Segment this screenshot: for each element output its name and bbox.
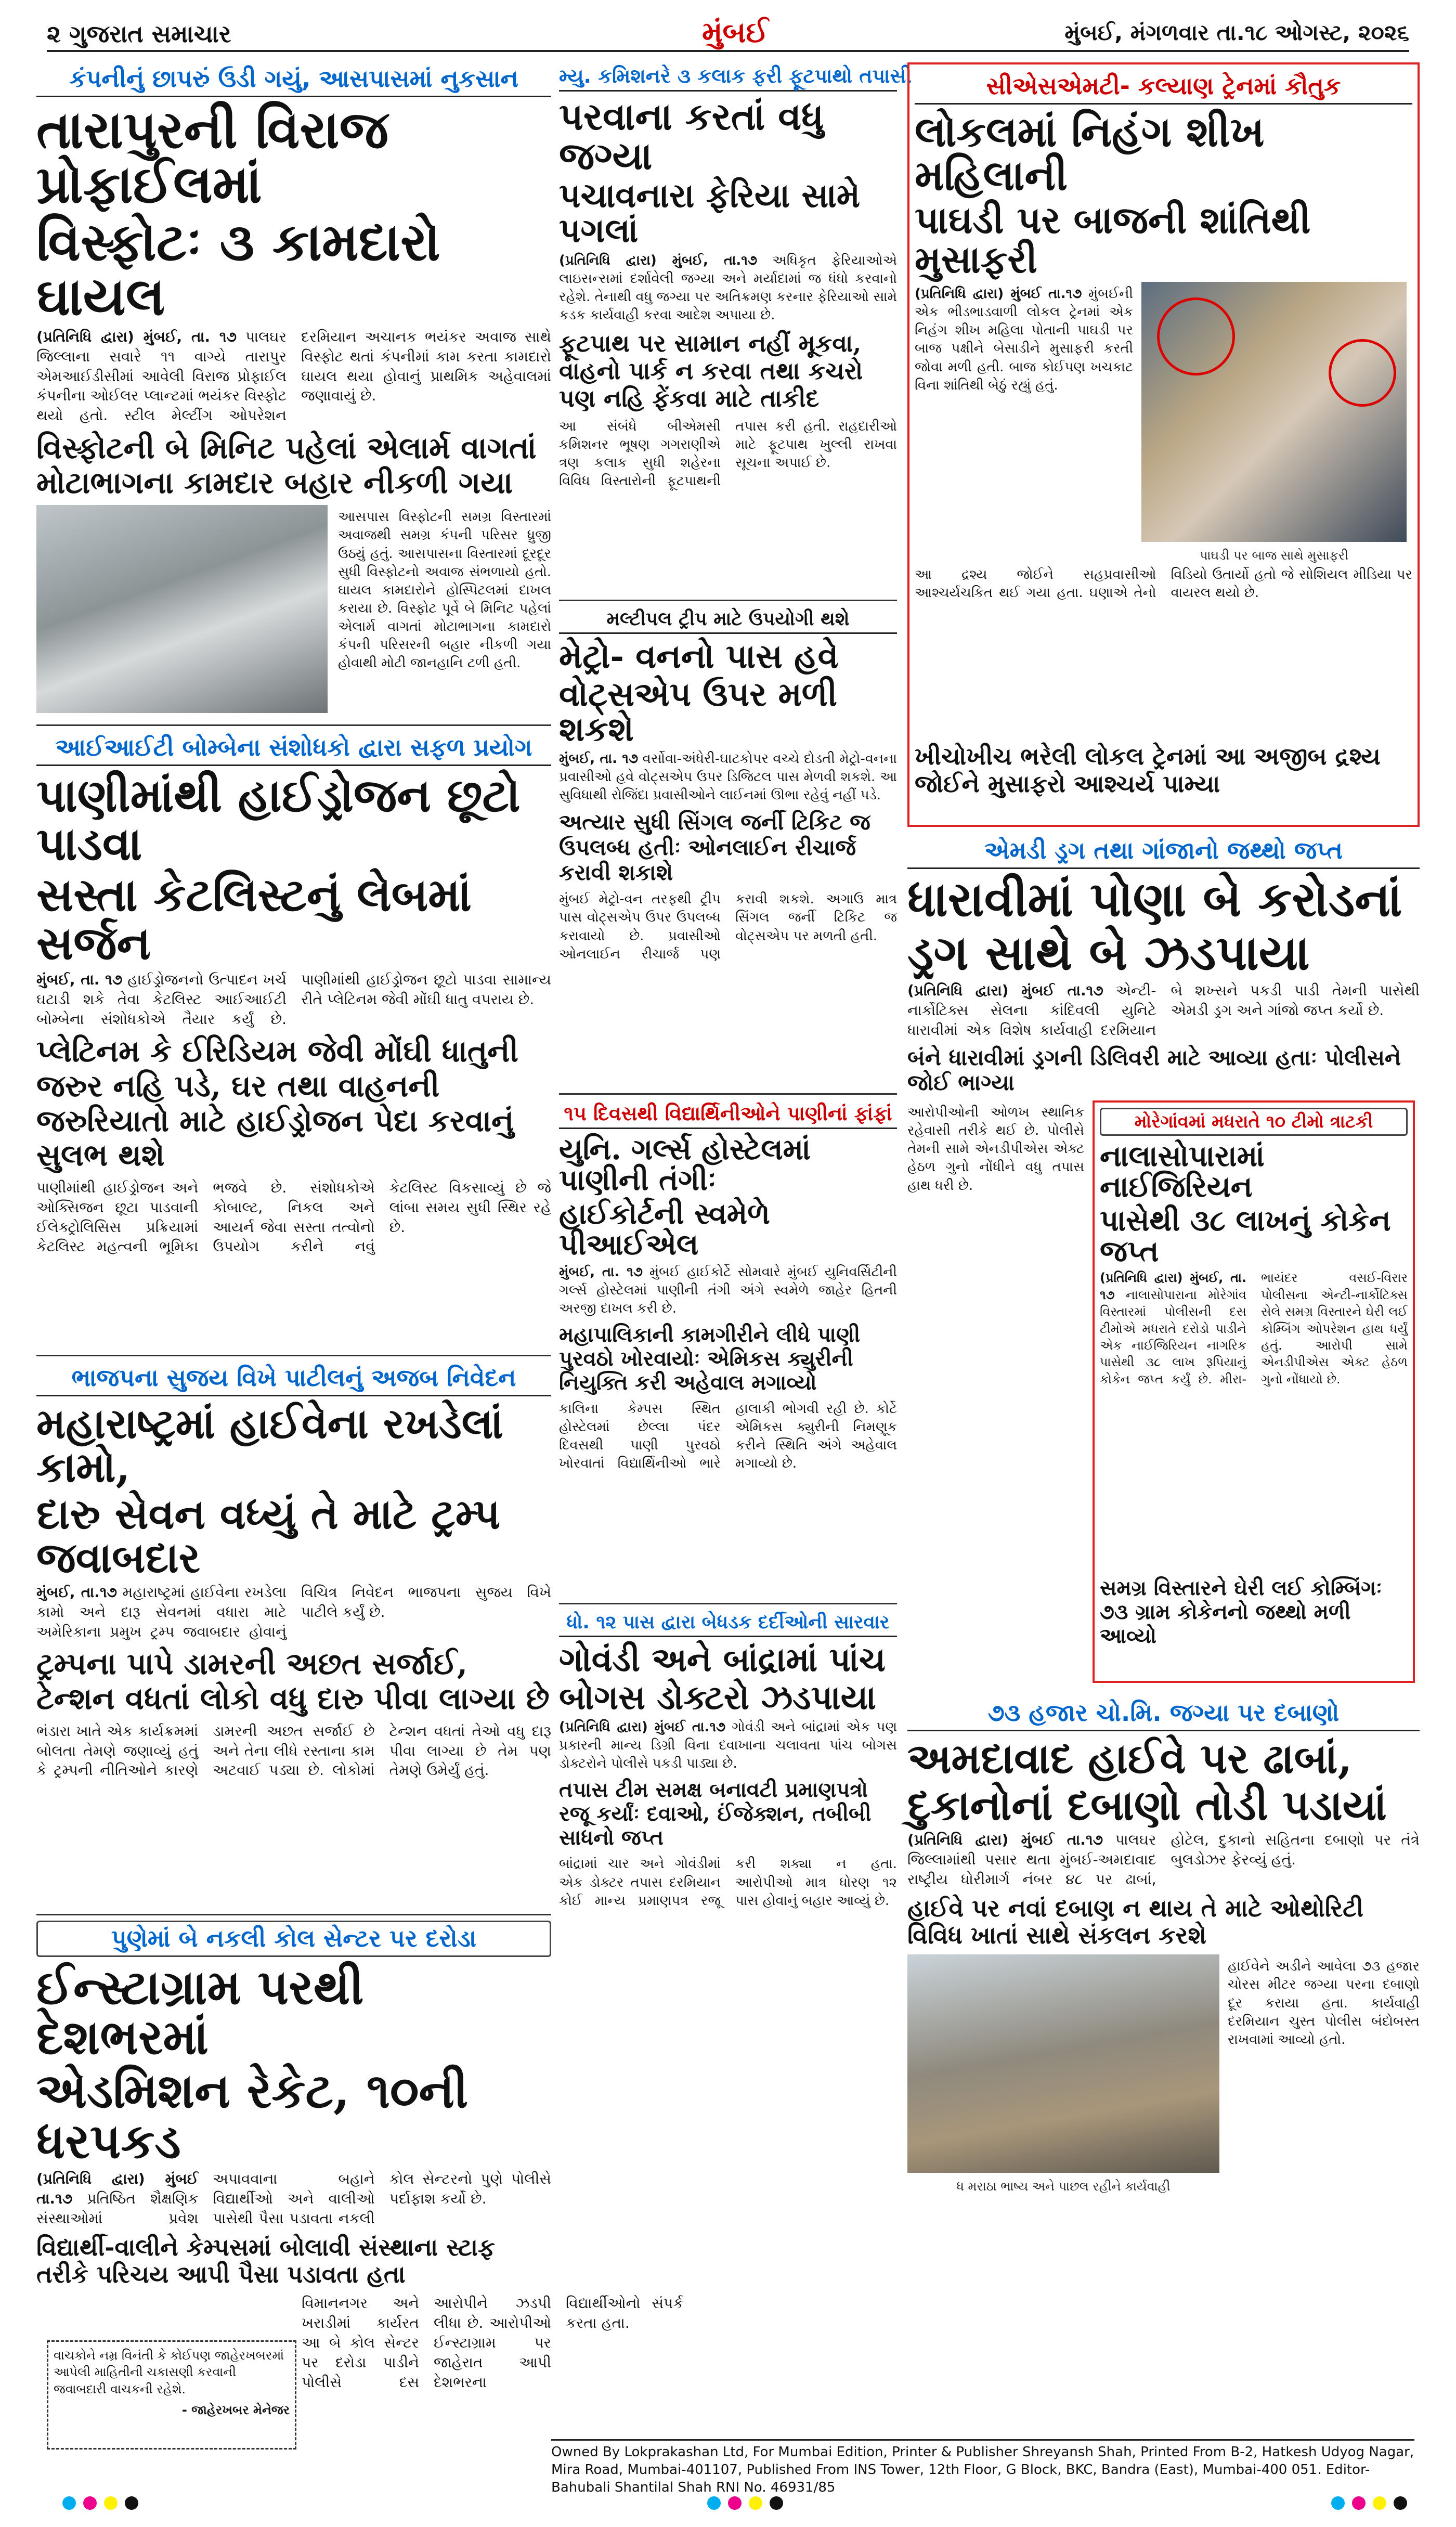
- right-column: [907, 62, 1420, 2434]
- kicker: સીએસએમટી- કલ્યાણ ટ્રેનમાં કૌતુક: [915, 70, 1412, 105]
- body-text: આ દ્રશ્ય જોઈને સહપ્રવાસીઓ આશ્ચર્યચકિત થઈ ગયા હતા. ઘણાએ તેનો વિડિયો ઉતાર્યો હતો જે સોશિયલ મીડિયા પર વાયરલ થયો છે.: [915, 567, 1412, 601]
- kicker: ૭૩ હજાર ચો.મિ. જગ્યા પર દબાણો: [907, 1696, 1420, 1731]
- photo-caption: પાઘડી પર બાજ સાથે મુસાફરી: [1200, 548, 1348, 563]
- byline: મુંબઈ, તા. ૧૭: [36, 970, 123, 988]
- black-dot: [125, 2496, 138, 2510]
- subheadline: સમગ્ર વિસ્તારને ઘેરી લઈ કોમ્બિંગઃ ૭૩ ગ્રામ કોકેનનો જથ્થો મળી આવ્યો: [1100, 1576, 1382, 1649]
- byline: (પ્રતિનિધિ દ્વારા) મુંબઈ, તા.૧૭: [559, 252, 758, 268]
- body-text: મુંબઈ હાઈકોર્ટે સોમવારે મુંબઈ યુનિવર્સિટીની ગર્લ્સ હોસ્ટેલમાં પાણીની તંગી અંગે સ્વમેળે જાહેર હિતની અરજી દાખલ કરી છે.: [559, 1264, 897, 1316]
- byline: (પ્રતિનિધિ દ્વારા) મુંબઈ તા.૧૭: [36, 2170, 199, 2207]
- byline: (પ્રતિનિધિ દ્વારા) મુંબઈ, તા. ૧૭: [36, 328, 237, 345]
- story-patil: [36, 1362, 551, 1909]
- headline: યુનિ. ગર્લ્સ હોસ્ટેલમાં પાણીની તંગીઃ: [559, 1132, 811, 1198]
- headline: ઈન્સ્ટાગ્રામ પરથી દેશભરમાં: [36, 1959, 364, 2066]
- body-text: અધિકૃત ફેરિયાઓએ લાઇસન્સમાં દર્શાવેલી જગ્યા અને મર્યાદામાં જ ધંધો કરવાનો રહેશે. તેનાથી વધુ જગ્યા પર અતિક્રમણ કરનાર ફેરિયાઓ સામે કડક કાર્યવાહી કરવા આદેશ અપાયા છે.: [559, 252, 898, 323]
- magenta-dot: [728, 2496, 742, 2510]
- notice-text: વાચકોને નમ્ર વિનંતી કે કોઈપણ જાહેરખબરમાં આપેલી માહિતીની ચકાસણી કરવાની જવાબદારી વાચકની રહેશે.: [54, 2348, 284, 2396]
- headline: વોટ્સએપ ઉપર મળી શકશે: [559, 675, 837, 749]
- cyan-dot: [1331, 2496, 1345, 2510]
- photo-bulldozer-demolition: [907, 1954, 1219, 2173]
- story-iit: [36, 731, 551, 1350]
- body-text: નાલાસોપારાના મોરેગાંવ વિસ્તારમાં પોલીસની દસ ટીમોએ મધરાતે દરોડો પાડીને એક નાઈજિરિયન નાગરિક પાસેથી ૩૮ લાખ રૂપિયાનું કોકેન જપ્ત કર્યું છે.: [1100, 1287, 1246, 1386]
- headline: એડમિશન રેકેટ, ૧૦ની ધરપકડ: [36, 2063, 469, 2169]
- story-doctors: [559, 1610, 897, 2043]
- yellow-dot: [749, 2496, 762, 2510]
- headline: મહારાષ્ટ્રમાં હાઈવેના રખડેલાં કામો,: [36, 1399, 503, 1492]
- body-text: પાણીમાંથી હાઈડ્રોજન અને ઓક્સિજન છૂટા પાડવાની ઈલેક્ટ્રોલિસિસ પ્રક્રિયામાં કેટલિસ્ટ મહત્વની ભૂમિકા ભજવે છે. સંશોધકોએ કોબાલ્ટ, નિકલ અને આયર્ન જેવા સસ્તા તત્વોનો ઉપયોગ કરીને નવું કેટલિસ્ટ વિકસાવ્યું છે જે લાંબા સમય સુધી સ્થિર રહે છે.: [36, 1179, 551, 1255]
- kicker: પુણેમાં બે નકલી કોલ સેન્ટર પર દરોડા: [36, 1921, 551, 1957]
- headline: તારાપુરની વિરાજ પ્રોફાઈલમાં: [36, 99, 389, 215]
- kicker: મ્યુ. કમિશનરે ૩ કલાક ફરી ફૂટપાથો તપાસી: [559, 62, 897, 92]
- magenta-dot: [1352, 2496, 1366, 2510]
- subheadline: ખીચોખીચ ભરેલી લોકલ ટ્રેનમાં આ અજીબ દ્રશ્ય જોઈને મુસાફરો આશ્ચર્ય પામ્યા: [915, 742, 1381, 798]
- headline: દુકાનોનાં દબાણો તોડી પડાયાં: [907, 1781, 1387, 1830]
- kicker: મલ્ટીપલ ટ્રીપ માટે ઉપયોગી થશે: [559, 606, 897, 634]
- kicker: એમડી ડ્રગ તથા ગાંજાનો જથ્થો જપ્ત: [907, 834, 1420, 869]
- story-nalasopara: [1093, 1100, 1415, 1683]
- cyan-dot: [62, 2496, 76, 2510]
- subheadline: પ્લેટિનમ કે ઈરિડિયમ જેવી મોંઘી ધાતુની જરુર નહિ પડે, ઘર તથા વાહનની જરુરિયાતો માટે હાઈડ્રોજન પેદા કરવાનું સુલભ થશે: [36, 1033, 518, 1173]
- body-text: પ્રતિષ્ઠિત શૈક્ષણિક સંસ્થાઓમાં પ્રવેશ અપાવવાના બહાને વિદ્યાર્થીઓ અને વાલીઓ પાસેથી પૈસા પડાવતા નકલી કોલ સેન્ટરનો પુણે પોલીસે પર્દાફાશ કર્યો છે.: [36, 2170, 551, 2227]
- byline: (પ્રતિનિધિ દ્વારા) મુંબઈ, તા. ૧૭: [1100, 1271, 1246, 1302]
- subheadline: ફૂટપાથ પર સામાન નહીં મૂકવા, વાહનો પાર્ક ન કરવા તથા કચરો પણ નહિ ફેંકવા માટે તાકીદ: [559, 329, 863, 412]
- headline: ધારાવીમાં પોણા બે કરોડનાં: [907, 871, 1402, 927]
- subheadline: વિસ્ફોટની બે મિનિટ પહેલાં એલાર્મ વાગતાં મોટાભાગના કામદાર બહાર નીકળી ગયા: [36, 430, 537, 500]
- headline: મેટ્રો- વનનો પાસ હવે: [559, 637, 839, 676]
- body-text: ગોવંડી અને બાંદ્રામાં એક પણ પ્રકારની માન્ય ડિગ્રી વિના દવાખાના ચલાવતા પાંચ બોગસ ડોક્ટરોને પોલીસે પકડી પાડ્યા છે.: [559, 1719, 897, 1772]
- body-text: આરોપીઓની ઓળખ સ્થાનિક રહેવાસી તરીકે થઈ છે. પોલીસે તેમની સામે એનડીપીએસ એક્ટ હેઠળ ગુનો નોંધીને વધુ તપાસ હાથ ધરી છે.: [907, 1105, 1084, 1194]
- story-hostel: [559, 1100, 897, 1597]
- body-text: હાઈવેને અડીને આવેલા ૭૩ હજાર ચોરસ મીટર જગ્યા પરના દબાણો દૂર કરાયા હતા. કાર્યવાહી દરમિયાન ચુસ્ત પોલીસ બંદોબસ્ત રાખવામાં આવ્યો હતો.: [1228, 1959, 1420, 2047]
- kicker: ધો. ૧૨ પાસ દ્વારા બેધડક દર્દીઓની સારવાર: [559, 1610, 897, 1637]
- photo-caption: ધ મરાઠા ભાષ્ય અને પાછલ રહીને કાર્યવાહી: [956, 2179, 1171, 2194]
- body-text: પાલઘર જિલ્લાના સવારે ૧૧ વાગ્યે તારાપુર એમઆઈડીસીમાં આવેલી વિરાજ પ્રોફાઈલ કંપનીના ઓઈલર પ્લાન્ટમાં ભયંકર વિસ્ફોટ થયો હતો. સ્ટીલ મેલ્ટીંગ ઓપરેશન દરમિયાન અચાનક ભયંકર અવાજ સાથે વિસ્ફોટ થતાં કંપનીમાં કામ કરતા કામદારો ઘાયલ થયા હોવાનું પ્રાથમિક અહેવાલમાં જણાવાયું છે.: [36, 328, 551, 424]
- body-text: મીરા-ભાયંદર વસઈ-વિરાર પોલીસના એન્ટી-નાર્કોટિક્સ સેલે સમગ્ર વિસ્તારને ઘેરી લઈ કોમ્બિંગ ઓપરેશન હાથ ધર્યું હતું. આરોપી સામે એનડીપીએસ એક્ટ હેઠળ ગુનો નોંધાયો છે.: [1220, 1271, 1408, 1386]
- headline: પાઘડી પર બાજની શાંતિથી મુસાફરી: [915, 198, 1311, 281]
- magenta-dot: [83, 2496, 97, 2510]
- byline: (પ્રતિનિધિ દ્વારા) મુંબઈ તા.૧૭: [559, 1719, 726, 1735]
- photo-explosion-smoke: [36, 505, 328, 713]
- headline: પાસેથી ૩૮ લાખનું કોકેન જપ્ત: [1100, 1203, 1391, 1268]
- body-text: મુંબઈ મેટ્રો-વન તરફથી ટ્રીપ પાસ વોટ્સએપ ઉપર ઉપલબ્ધ કરાવાયો છે. પ્રવાસીઓ ઓનલાઈન રીચાર્જ પણ કરાવી શકશે. અગાઉ માત્ર સિંગલ જર્ની ટિકિટ જ વોટ્સએપ પર મળતી હતી.: [559, 891, 897, 962]
- kicker: કંપનીનું છાપરું ઉડી ગયું, આસપાસમાં નુકસાન: [36, 62, 551, 97]
- byline: (પ્રતિનિધિ દ્વારા) મુંબઈ તા.૧૭: [907, 1831, 1103, 1849]
- body-text: વિમાનનગર અને ખરાડીમાં કાર્યરત આ બે કોલ સેન્ટર પર દરોડા પાડીને પોલીસે દસ આરોપીને ઝડપી લીધા છે. આરોપીઓ ઈન્સ્ટાગ્રામ પર જાહેરાત આપી દેશભરના વિદ્યાર્થીઓનો સંપર્ક કરતા હતા.: [302, 2295, 683, 2391]
- story-highway: [907, 1696, 1420, 2194]
- dateline: મુંબઈ, મંગળવાર તા.૧૮ ઓગસ્ટ, ૨૦૨૬: [1064, 20, 1409, 45]
- body-text: બાંદ્રામાં ચાર અને ગોવંડીમાં એક ડોક્ટર તપાસ દરમિયાન કોઈ માન્ય પ્રમાણપત્ર રજૂ કરી શક્યા ન હતા. આરોપીઓ માત્ર ધોરણ ૧૨ પાસ હોવાનું બહાર આવ્યું છે.: [559, 1856, 897, 1909]
- headline: પરવાના કરતાં વધુ જગ્યા: [559, 94, 824, 178]
- masthead: [47, 16, 1409, 52]
- body-text: કાલિના કેમ્પસ સ્થિત હોસ્ટેલમાં છેલ્લા પંદર દિવસથી પાણી પુરવઠો ખોરવાતાં વિદ્યાર્થિનીઓ ભારે હાલાકી ભોગવી રહી છે. કોર્ટે એમિકસ ક્યુરીની નિમણૂક કરીને સ્થિતિ અંગે અહેવાલ મગાવ્યો છે.: [559, 1401, 897, 1472]
- yellow-dot: [1373, 2496, 1386, 2510]
- black-dot: [1394, 2496, 1407, 2510]
- section-title: મુંબઈ: [702, 16, 769, 49]
- headline: દારુ સેવન વધ્યું તે માટે ટ્રમ્પ જવાબદાર: [36, 1489, 501, 1583]
- body-text: હાઈડ્રોજનનો ઉત્પાદન ખર્ચ ઘટાડી શકે તેવા કેટલિસ્ટ આઈઆઈટી બોમ્બેના સંશોધકોએ તૈયાર કર્યું છે. પાણીમાંથી હાઈડ્રોજન છૂટો પાડવા સામાન્ય રીતે પ્લેટિનમ જેવી મોંઘી ધાતુ વપરાય છે.: [36, 970, 551, 1028]
- headline: પચાવનારા ફેરિયા સામે પગલાં: [559, 176, 861, 251]
- kicker: ભાજપના સુજય વિખે પાટીલનું અજબ નિવેદન: [36, 1362, 551, 1396]
- highlight-circle: [1157, 297, 1235, 375]
- headline: નાલાસોપારામાં નાઈજિરિયન: [1100, 1139, 1265, 1204]
- byline: (પ્રતિનિધિ દ્વારા) મુંબઈ તા.૧૭: [915, 286, 1082, 302]
- yellow-dot: [104, 2496, 118, 2510]
- photo-sikh-woman-with-hawk: [1141, 282, 1407, 542]
- byline: મુંબઈ, તા. ૧૭: [559, 751, 639, 767]
- reader-notice-box: [47, 2340, 296, 2450]
- page-paper-name: ૨ ગુજરાત સમાચાર: [47, 20, 231, 48]
- story-ferias: [559, 62, 912, 594]
- registration-marks: [0, 2496, 1456, 2517]
- headline: સસ્તા કેટલિસ્ટનું લેબમાં સર્જન: [36, 867, 472, 970]
- subheadline: વિદ્યાર્થી-વાલીને કેમ્પસમાં બોલાવી સંસ્થાના સ્ટાફ તરીકે પરિચય આપી પૈસા પડાવતા હતા: [36, 2233, 495, 2289]
- body-text: આસપાસ વિસ્ફોટની સમગ્ર વિસ્તારમાં અવાજથી સમગ્ર કંપની પરિસર ધ્રુજી ઉઠ્યું હતું. આસપાસના વિસ્તારમાં દૂરદૂર સુધી વિસ્ફોટનો અવાજ સંભળાયો હતો. ઘાયલ કામદારોને હોસ્પિટલમાં દાખલ કરાયા છે. વિસ્ફોટ પૂર્વે બે મિનિટ પહેલાં એલાર્મ વાગતાં મોટાભાગના કામદારો કંપની પરિસરની બહાર નીકળી ગયા હોવાથી મોટી જાનહાનિ ટળી હતી.: [338, 509, 551, 671]
- subheadline: મહાપાલિકાની કામગીરીને લીધે પાણી પુરવઠો ખોરવાયોઃ એમિકસ ક્યુરીની નિયુક્તિ કરી અહેવાલ મગાવ્યો: [559, 1322, 861, 1395]
- body-text: મહારાષ્ટ્રમાં હાઈવેના રખડેલા કામો અને દારૂ સેવનમાં વધારા માટે અમેરિકાના પ્રમુખ ટ્રમ્પ જવાબદાર હોવાનું વિચિત્ર નિવેદન ભાજપના સુજય વિખે પાટીલે કર્યું છે.: [36, 1584, 551, 1640]
- black-dot: [770, 2496, 783, 2510]
- body-text: વર્સોવા-અંધેરી-ઘાટકોપર વચ્ચે દોડતી મેટ્રો-વનના પ્રવાસીઓ હવે વોટ્સએપ ઉપર ડિજિટલ પાસ મેળવી શકશે. આ સુવિધાથી રોજિંદા પ્રવાસીઓને લાઈનમાં ઊભા રહેવું નહીં પડે.: [559, 751, 898, 804]
- body-text: પાલઘર જિલ્લામાંથી પસાર થતા મુંબઈ-અમદાવાદ રાષ્ટ્રીય ધોરીમાર્ગ નંબર ૪૮ પર ઢાબાં, હોટેલ, દુકાનો સહિતના દબાણો પર તંત્રે બુલડોઝર ફેરવ્યું હતું.: [907, 1831, 1420, 1888]
- subheadline: બંને ધારાવીમાં ડ્રગની ડિલિવરી માટે આવ્યા હતાઃ પોલીસને જોઈ ભાગ્યા: [907, 1044, 1401, 1095]
- body-text: ભંડારા ખાતે એક કાર્યક્રમમાં બોલતા તેમણે જણાવ્યું હતું કે ટ્રમ્પની નીતિઓને કારણે ડામરની અછત સર્જાઈ છે અને તેના લીધે રસ્તાના કામ અટવાઈ પડ્યા છે. લોકોમાં ટેન્શન વધતાં તેઓ વધુ દારૂ પીવા લાગ્યા છે તેમ પણ તેમણે ઉમેર્યું હતું.: [36, 1722, 551, 1779]
- notice-signature: - જાહેરખબર મેનેજર: [181, 2403, 290, 2418]
- subheadline: ટ્રમ્પના પાપે ડામરની અછત સર્જાઈ, ટેન્શન વધતાં લોકો વધુ દારુ પીવા લાગ્યા છે: [36, 1646, 550, 1717]
- story-dharavi: [907, 834, 1420, 1095]
- body-text: મુંબઈની એક ભીડભાડવાળી લોકલ ટ્રેનમાં એક નિહંગ શીખ મહિલા પોતાની પાઘડી પર બાજ પક્ષીને બેસાડીને મુસાફરી કરતી જોવા મળી હતી. બાજ કોઈપણ ખચકાટ વિના શાંતિથી બેઠું રહ્યું હતું.: [915, 286, 1133, 393]
- story-train: [907, 62, 1420, 827]
- middle-column: [559, 62, 912, 2434]
- byline: (પ્રતિનિધિ દ્વારા) મુંબઈ તા.૧૭: [907, 982, 1103, 1000]
- headline: ડ્રગ સાથે બે ઝડપાયા: [907, 924, 1310, 981]
- body-text: એન્ટી-નાર્કોટિક્સ સેલના કાંદિવલી યુનિટે ધારાવીમાં એક વિશેષ કાર્યવાહી દરમિયાન બે શખ્સને પકડી પાડી તેમની પાસેથી એમડી ડ્રગ અને ગાંજો જપ્ત કર્યો છે.: [907, 982, 1420, 1039]
- highlight-circle: [1329, 339, 1396, 407]
- body-text: આ સંબંધે બીએમસી કમિશનર ભૂષણ ગગરાણીએ ત્રણ કલાક સુધી શહેરના વિવિધ વિસ્તારોની ફૂટપાથની તપાસ કરી હતી. રાહદારીઓ માટે ફૂટપાથ ખુલ્લી રાખવા સૂચના અપાઈ છે.: [559, 418, 897, 489]
- headline: લોકલમાં નિહંગ શીખ મહિલાની: [915, 107, 1265, 200]
- headline: ગોવંડી અને બાંદ્રામાં પાંચ: [559, 1640, 886, 1679]
- story-tarapur: [36, 62, 551, 719]
- subheadline: તપાસ ટીમ સમક્ષ બનાવટી પ્રમાણપત્રો રજૂ કર્યાંઃ દવાઓ, ઈંજેક્શન, તબીબી સાધનો જપ્ત: [559, 1778, 872, 1850]
- imprint-line: Owned By Lokprakashan Ltd, For Mumbai Edition, Printer & Publisher Shreyansh Shah, Printed From B-2, Hatkesh Udyog Nagar, Mira Road, Mumbai-401107, Published From INS Tower, 12th Floor, G Block, BKC, Bandra (East), Mumbai-400 051. Editor- Bahubali Shantilal Shah RNI No. 46931/85: [551, 2439, 1414, 2496]
- headline: પાણીમાંથી હાઈડ્રોજન છૂટો પાડવા: [36, 768, 521, 871]
- subheadline: અત્યાર સુધી સિંગલ જર્ની ટિકિટ જ ઉપલબ્ધ હતીઃ ઓનલાઈન રીચાર્જ કરાવી શકાશે: [559, 809, 870, 886]
- cyan-dot: [707, 2496, 721, 2510]
- kicker: મોરેગાંવમાં મધરાતે ૧૦ ટીમો ત્રાટકી: [1100, 1108, 1408, 1136]
- byline: મુંબઈ, તા.૧૭: [36, 1584, 118, 1601]
- headline: બોગસ ડોક્ટરો ઝડપાયા: [559, 1678, 876, 1717]
- headline: હાઈકોર્ટની સ્વમેળે પીઆઈએલ: [559, 1196, 770, 1262]
- headline: વિસ્ફોટઃ ૩ કામદારો ઘાયલ: [36, 211, 440, 327]
- headline: અમદાવાદ હાઈવે પર ઢાબાં,: [907, 1734, 1353, 1783]
- story-metro: [559, 606, 897, 1088]
- subheadline: હાઈવે પર નવાં દબાણ ન થાય તે માટે ઓથોરિટી વિવિધ ખાતાં સાથે સંકલન કરશે: [907, 1894, 1364, 1950]
- kicker: આઈઆઈટી બોમ્બેના સંશોધકો દ્વારા સફળ પ્રયોગ: [36, 731, 551, 766]
- kicker: ૧૫ દિવસથી વિદ્યાર્થિનીઓને પાણીનાં ફાંફાં: [559, 1100, 897, 1129]
- story-pune: [36, 1921, 683, 2408]
- byline: મુંબઈ, તા. ૧૭: [559, 1264, 643, 1280]
